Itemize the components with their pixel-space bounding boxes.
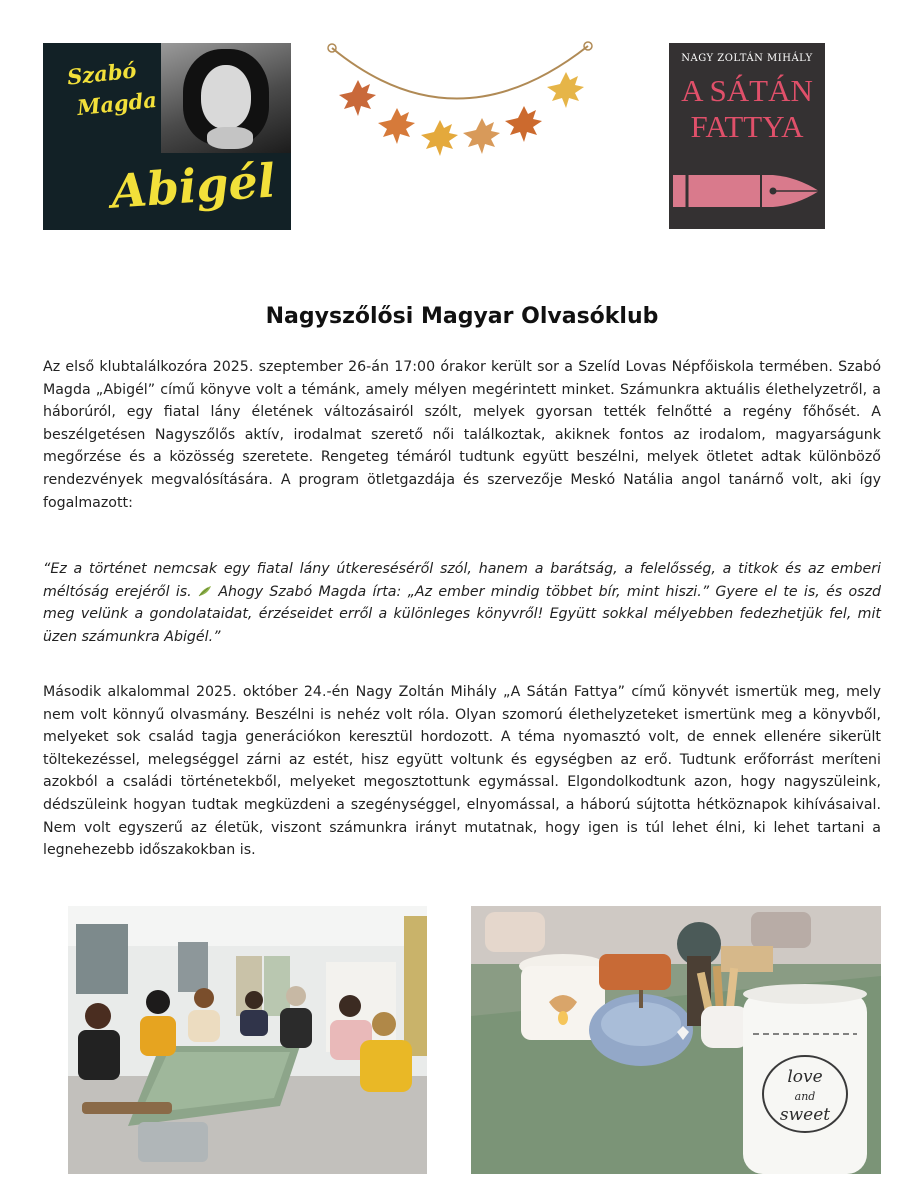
cover-book-title: Abigél bbox=[109, 153, 277, 219]
cover-title-line2: FATTYA bbox=[690, 109, 804, 144]
author-portrait bbox=[161, 43, 291, 153]
mug-text-love: love bbox=[787, 1067, 823, 1087]
maple-leaf-icon bbox=[339, 80, 376, 116]
cover-author-line2: Magda bbox=[75, 86, 158, 121]
quote-paragraph bbox=[43, 558, 881, 648]
mug-text-sweet: sweet bbox=[779, 1105, 831, 1125]
herb-leaf-icon bbox=[198, 585, 212, 597]
abigel-cover-image bbox=[43, 43, 291, 230]
quote-part1: “Ez a történet nemcsak egy fiatal lány útkereséséről szól, hanem a barátság, a felelősség, a titkok és az emberi méltóság erejéről is. bbox=[43, 561, 881, 600]
mug-text-and: and bbox=[794, 1090, 816, 1103]
page-title: Nagyszőlősi Magyar Olvasóklub bbox=[265, 304, 659, 329]
table-decoration-photo bbox=[471, 906, 881, 1174]
book-club-group-photo bbox=[68, 906, 427, 1174]
cover-author-line1: Szabó bbox=[65, 57, 138, 90]
cover-title-line1: A SÁTÁN bbox=[681, 73, 813, 108]
quote-part2: Ahogy Szabó Magda írta: „Az ember mindig többet bír, mint hiszi.” Gyere el te is, és oszd meg velünk a gondolataidat, érzéseidet erről a különleges könyvről! Együtt sokkal mélyebben fedezhetjük fel, mit üzen számunkra Abigél.” bbox=[43, 583, 882, 645]
cover-author: NAGY ZOLTÁN MIHÁLY bbox=[681, 53, 813, 64]
leaf-garland-illustration bbox=[326, 40, 596, 160]
pen-nib-icon bbox=[669, 161, 825, 221]
paragraph-second-meeting: Második alkalommal 2025. október 24.-én Nagy Zoltán Mihály „A Sátán Fattya” című könyvét ismertük meg, mely nem volt könnyű olvasmány. Beszélni is nehéz volt róla. Olyan szomorú élethelyzeteket ismertünk meg a könyvből, melyeket sok család tagja generációkon keresztül hordozott. A téma nyomasztó volt, de ennek ellenére sikerült töltekezéssel, melegséggel zárni az estét, hisz együtt voltunk és egységben az erő. Tudtunk erőforrást meríteni azokból a családi történetekből, melyeket megosztottunk egymással. Elgondolkodtunk azon, hogy nagyszüleink, dédszüleink hogyan tudtak megküzdeni a szegénységgel, elnyomással, a háború sújtotta hétköznapok kihívásaival. Nem volt egyszerű az életük, viszont számunkra irányt mutatnak, hogy igen is túl lehet élni, ki lehet tartani a legnehezebb időszakokban is. bbox=[43, 684, 881, 859]
satan-fattya-cover-image bbox=[669, 43, 825, 229]
paragraph-first-meeting: Az első klubtalálkozóra 2025. szeptember 26-án 17:00 órakor került sor a Szelíd Lovas Népfőiskola termében. Szabó Magda „Abigél” című könyve volt a témánk, amely mélyen megérintett minket. Számunkra aktuális élethelyzetről, a háborúról, egy fiatal lány életének változásairól szólt, melyek gyorsan tették felnőtté a regény főhősét. A beszélgetésen Nagyszőlős aktív, irodalmat szerető női találkoztak, akiknek fontos az irodalom, magyarságunk megőrzése és a közösség szeretete. Rengeteg témáról tudtunk együtt beszélni, melyek ötletet adtak különböző rendezvények megvalósítására. A program ötletgazdája és szervezője Meskó Natália angol tanárnő volt, aki így fogalmazott: bbox=[43, 359, 881, 511]
